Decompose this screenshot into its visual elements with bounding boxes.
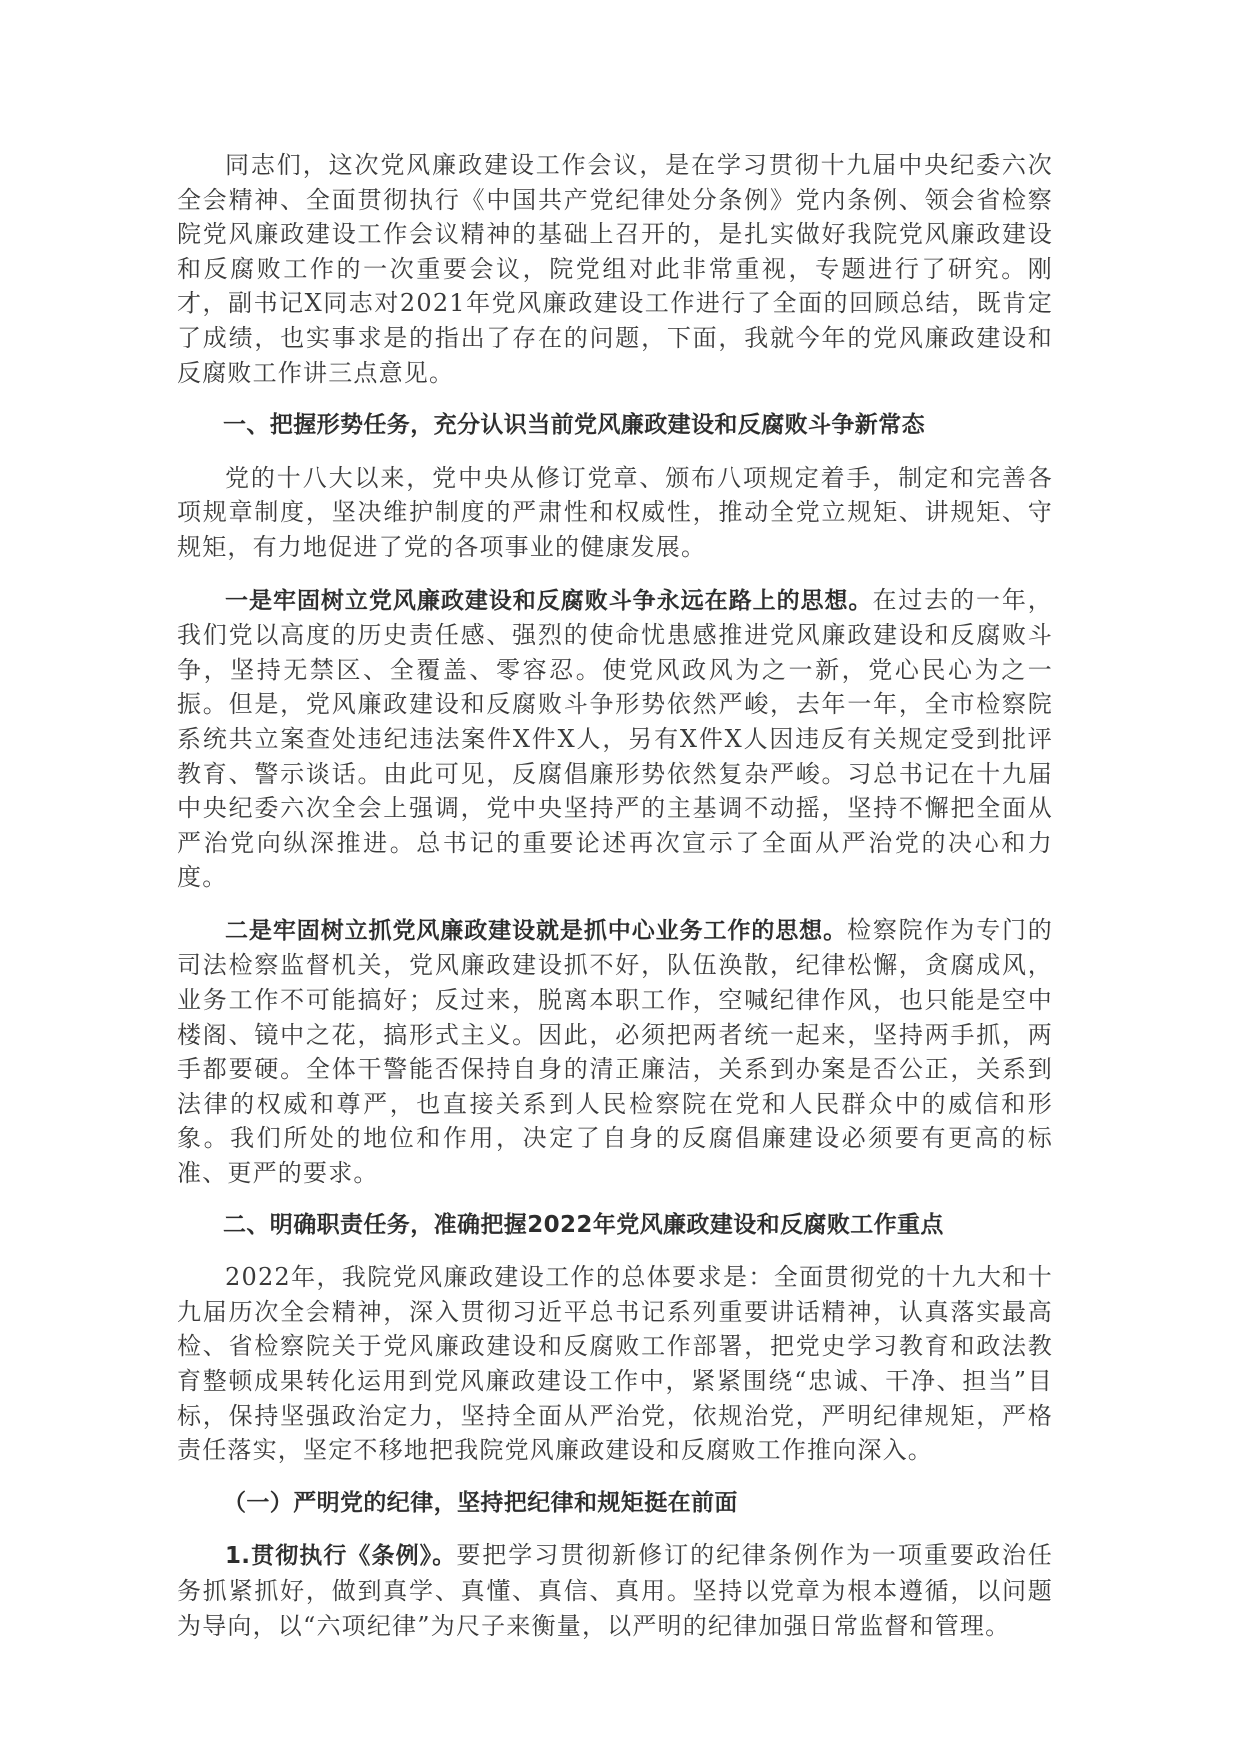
point-2-body: 检察院作为专门的司法检察监督机关，党风廉政建设抓不好，队伍涣散，纪律松懈，贪腐成风，业务工作不可能搞好；反过来，脱离本职工作，空喊纪律作风，也只能是空中楼阁、镜中之花，搞形式主义。因此，必须把两者统一起来，坚持两手抓，两手都要硬。全体干警能否保持自身的清正廉洁，关系到办案是否公正，关系到法律的权威和尊严，也直接关系到人民检察院在党和人民群众中的威信和形象。我们所处的地位和作用，决定了自身的反腐倡廉建设必须要有更高的标准、更严的要求。: [177, 915, 1053, 1188]
point-2-paragraph: [177, 913, 1053, 1191]
point-2-lead: 二是牢固树立抓党风廉政建设就是抓中心业务工作的思想。: [225, 917, 848, 944]
point-1-paragraph: [177, 583, 1053, 895]
item-1-paragraph: [177, 1538, 1053, 1643]
section-2-body: 2022年，我院党风廉政建设工作的总体要求是：全面贯彻党的十九大和十九届历次全会精神，深入贯彻习近平总书记系列重要讲话精神，认真落实最高检、省检察院关于党风廉政建设和反腐败工作部署，把党史学习教育和政法教育整顿成果转化运用到党风廉政建设工作中，紧紧围绕“忠诚、干净、担当”目标，保持坚强政治定力，坚持全面从严治党，依规治党，严明纪律规矩，严格责任落实，坚定不移地把我院党风廉政建设和反腐败工作推向深入。: [177, 1263, 1053, 1465]
subsection-1-heading: （一）严明党的纪律，坚持把纪律和规矩挺在前面: [223, 1489, 738, 1516]
section-1-body: 党的十八大以来，党中央从修订党章、颁布八项规定着手，制定和完善各项规章制度，坚决维护制度的严肃性和权威性，推动全党立规矩、讲规矩、守规矩，有力地促进了党的各项事业的健康发展。: [177, 463, 1053, 561]
point-1-body: 在过去的一年，我们党以高度的历史责任感、强烈的使命忧患感推进党风廉政建设和反腐败斗争，坚持无禁区、全覆盖、零容忍。使党风政风为之一新，党心民心为之一振。但是，党风廉政建设和反腐败斗争形势依然严峻，去年一年，全市检察院系统共立案查处违纪违法案件X件X人，另有X件X人因违反有关规定受到批评教育、警示谈话。由此可见，反腐倡廉形势依然复杂严峻。习总书记在十九届中央纪委六次全会上强调，党中央坚持严的主基调不动摇，坚持不懈把全面从严治党向纵深推进。总书记的重要论述再次宣示了全面从严治党的决心和力度。: [177, 585, 1053, 892]
item-1-lead: 1.贯彻执行《条例》。: [225, 1543, 457, 1570]
document-page: [177, 148, 1053, 1643]
section-1-heading: 一、把握形势任务，充分认识当前党风廉政建设和反腐败斗争新常态: [223, 412, 925, 439]
intro-paragraph: 同志们，这次党风廉政建设工作会议，是在学习贯彻十九届中央纪委六次全会精神、全面贯彻执行《中国共产党纪律处分条例》党内条例、领会省检察院党风廉政建设工作会议精神的基础上召开的，是扎实做好我院党风廉政建设和反腐败工作的一次重要会议，院党组对此非常重视，专题进行了研究。刚才，副书记X同志对2021年党风廉政建设工作进行了全面的回顾总结，既肯定了成绩，也实事求是的指出了存在的问题，下面，我就今年的党风廉政建设和反腐败工作讲三点意见。: [177, 151, 1053, 387]
section-2-heading: 二、明确职责任务，准确把握2022年党风廉政建设和反腐败工作重点: [223, 1211, 944, 1238]
point-1-lead: 一是牢固树立党风廉政建设和反腐败斗争永远在路上的思想。: [225, 587, 873, 614]
item-1-body: 要把学习贯彻新修订的纪律条例作为一项重要政治任务抓紧抓好，做到真学、真懂、真信、真用。坚持以党章为根本遵循，以问题为导向，以“六项纪律”为尺子来衡量，以严明的纪律加强日常监督和管理。: [177, 1541, 1053, 1640]
